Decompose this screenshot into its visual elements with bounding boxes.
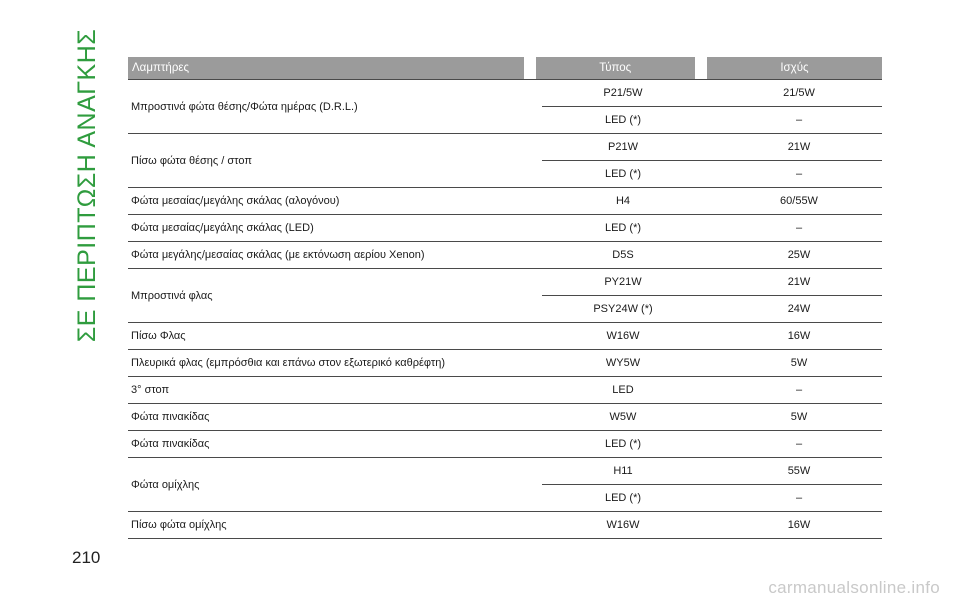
table-row <box>542 134 882 160</box>
bulb-name: 3° στοπ <box>131 384 170 396</box>
table-row <box>542 106 882 133</box>
table-row <box>542 215 882 241</box>
bulb-type: D5S <box>612 249 634 261</box>
bulb-variants <box>542 377 882 403</box>
table-row-group <box>128 377 882 404</box>
bulb-name: Πίσω φώτα θέσης / στοπ <box>131 154 252 167</box>
bulb-type: WY5W <box>605 357 641 369</box>
bulb-power: 16W <box>787 519 811 531</box>
bulb-variants <box>542 350 882 376</box>
bulb-power: – <box>795 384 803 396</box>
bulb-variants <box>542 134 882 187</box>
bulb-type: LED (*) <box>604 492 642 504</box>
bulb-power: 60/55W <box>780 195 818 207</box>
bulb-power: 55W <box>787 465 811 477</box>
bulb-power: 5W <box>790 411 808 423</box>
bulb-type: LED (*) <box>604 168 642 180</box>
bulb-name: Φώτα μεσαίας/μεγάλης σκάλας (αλογόνου) <box>131 195 340 207</box>
table-row <box>542 404 882 430</box>
header-type: Τύπος <box>536 57 695 79</box>
table-row <box>542 295 882 322</box>
table-row <box>542 160 882 187</box>
table-row <box>542 377 882 403</box>
bulb-power: 5W <box>790 357 808 369</box>
section-title-vertical <box>68 28 108 342</box>
table-header <box>128 57 882 79</box>
bulb-power: 21/5W <box>783 87 815 99</box>
bulb-variants <box>542 512 882 538</box>
bulb-power: 25W <box>787 249 811 261</box>
bulb-power: 24W <box>787 303 811 315</box>
bulb-type: LED (*) <box>604 438 642 450</box>
header-power: Ισχύς <box>707 57 882 79</box>
table-row <box>542 323 882 349</box>
bulb-variants <box>542 242 882 268</box>
section-title: ΣΕ ΠΕΡΙΠΤΩΣΗ ΑΝΑΓΚΗΣ <box>73 28 102 342</box>
table-row-group <box>128 458 882 512</box>
bulb-name: Πλευρικά φλας (εμπρόσθια και επάνω στον εξωτερικό καθρέφτη) <box>131 357 446 369</box>
bulb-name: Μπροστινά φώτα θέσης/Φώτα ημέρας (D.R.L.) <box>131 100 358 113</box>
table-row-group <box>128 188 882 215</box>
bulb-type: LED (*) <box>604 114 642 126</box>
table-row <box>542 512 882 538</box>
bulb-type: W16W <box>606 519 640 531</box>
table-row-group <box>128 134 882 188</box>
bulb-power: – <box>795 222 803 234</box>
table-row-group <box>128 269 882 323</box>
bulb-power: – <box>795 168 803 180</box>
bulb-table <box>128 57 882 539</box>
table-row <box>542 458 882 484</box>
bulb-name: Φώτα ομίχλης <box>131 478 200 491</box>
bulb-type: H11 <box>613 465 633 477</box>
bulb-type: LED <box>612 384 634 396</box>
page-number: 210 <box>72 548 101 567</box>
bulb-type: H4 <box>615 195 631 207</box>
bulb-variants <box>542 188 882 214</box>
bulb-type: W16W <box>606 330 640 342</box>
bulb-variants <box>542 215 882 241</box>
table-row <box>542 484 882 511</box>
bulb-power: 21W <box>787 276 811 288</box>
table-row <box>542 188 882 214</box>
bulb-name: Φώτα πινακίδας <box>131 438 210 450</box>
bulb-name: Πίσω Φλας <box>131 330 186 342</box>
table-row-group <box>128 350 882 377</box>
header-bulbs: Λαμπτήρες <box>128 57 524 79</box>
bulb-variants <box>542 323 882 349</box>
bulb-name: Φώτα πινακίδας <box>131 411 210 423</box>
watermark: carmanualsonline.info <box>768 578 940 597</box>
table-row-group <box>128 79 882 134</box>
bulb-variants <box>542 431 882 457</box>
bulb-type: PSY24W (*) <box>593 303 653 315</box>
bulb-type: W5W <box>609 411 637 423</box>
bulb-power: – <box>795 114 803 126</box>
table-row <box>542 350 882 376</box>
table-row-group <box>128 242 882 269</box>
table-row <box>542 80 882 106</box>
bulb-variants <box>542 269 882 322</box>
table-row-group <box>128 404 882 431</box>
bulb-name: Φώτα μεσαίας/μεγάλης σκάλας (LED) <box>131 222 314 234</box>
bulb-power: 16W <box>787 330 811 342</box>
bulb-variants <box>542 404 882 430</box>
bulb-name: Μπροστινά φλας <box>131 289 213 302</box>
bulb-variants <box>542 80 882 133</box>
table-body <box>128 79 882 539</box>
table-row <box>542 269 882 295</box>
bulb-type: P21/5W <box>603 87 643 99</box>
table-row-group <box>128 512 882 539</box>
table-row-group <box>128 431 882 458</box>
bulb-power: – <box>795 492 803 504</box>
table-row <box>542 242 882 268</box>
bulb-power: 21W <box>787 141 811 153</box>
bulb-name: Φώτα μεγάλης/μεσαίας σκάλας (με εκτόνωση αερίου Xenon) <box>131 249 425 261</box>
bulb-type: PY21W <box>604 276 642 288</box>
bulb-power: – <box>795 438 803 450</box>
table-row <box>542 431 882 457</box>
bulb-variants <box>542 458 882 511</box>
table-row-group <box>128 215 882 242</box>
bulb-type: LED (*) <box>604 222 642 234</box>
bulb-type: P21W <box>608 141 638 153</box>
bulb-name: Πίσω φώτα ομίχλης <box>131 519 227 531</box>
table-row-group <box>128 323 882 350</box>
